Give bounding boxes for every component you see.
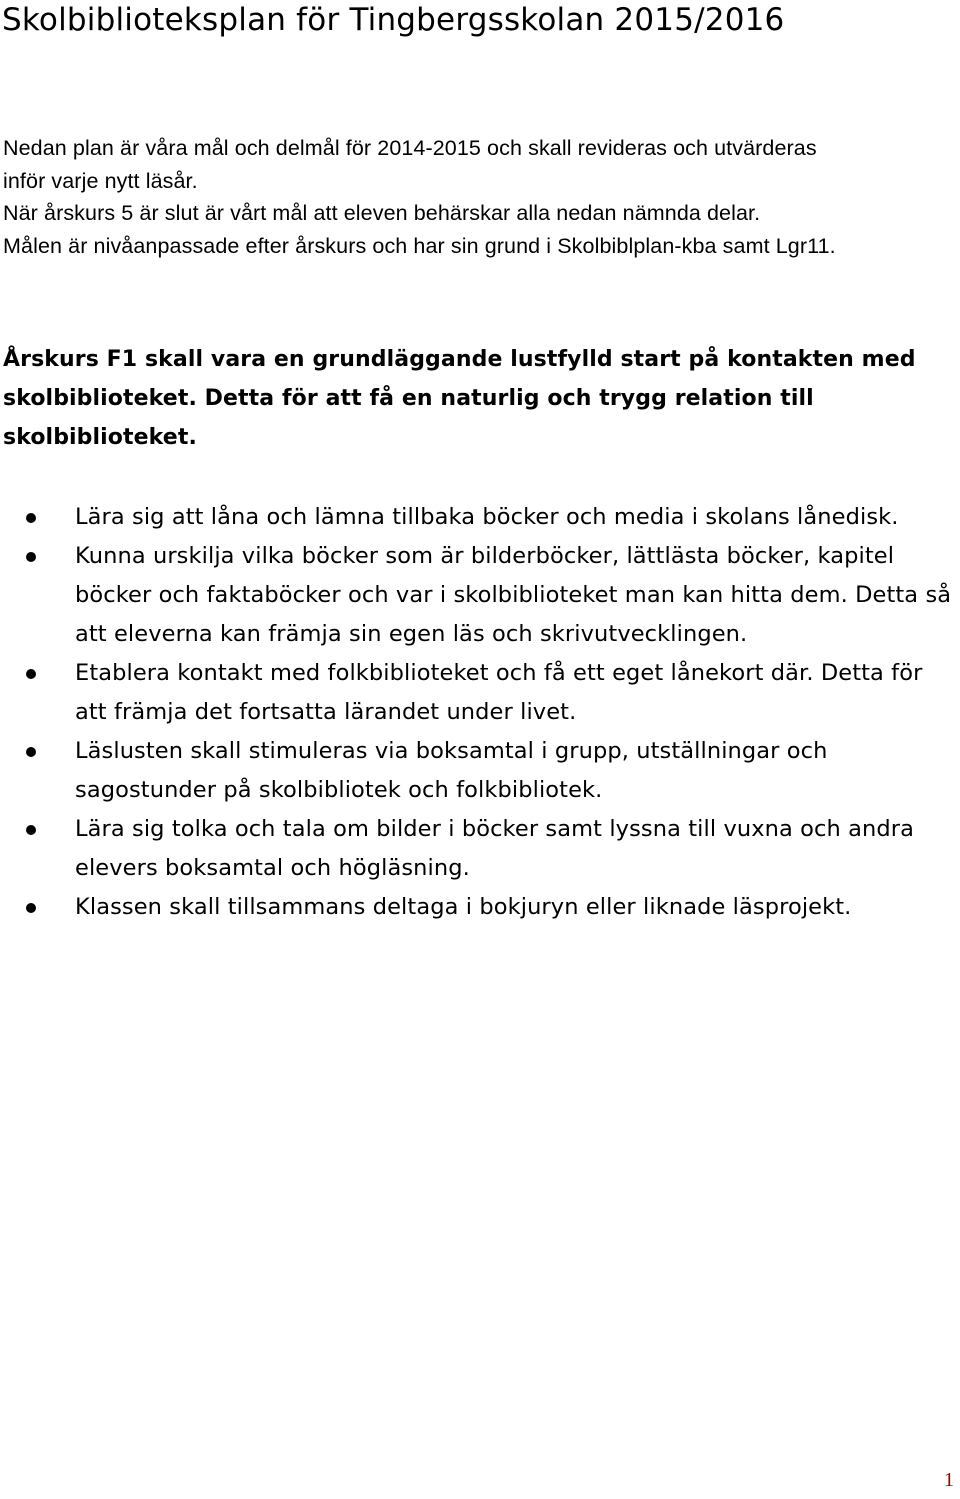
list-item-text: Lära sig att låna och lämna tillbaka böcker och media i skolans lånedisk. (75, 504, 899, 530)
section-heading: Årskurs F1 skall vara en grundläggande lustfylld start på kontakten med skolbiblioteket. Detta för att få en naturlig och trygg relation till skolbiblioteket. (3, 347, 916, 450)
bullet-icon (26, 513, 36, 523)
bullet-icon (26, 825, 36, 835)
list-item (0, 810, 955, 888)
goal-list (0, 498, 955, 927)
bullet-icon (26, 669, 36, 679)
list-item (0, 537, 955, 654)
bullet-icon (26, 747, 36, 757)
list-item-text: Läslusten skall stimuleras via boksamtal i grupp, utställningar och sagostunder på skolbibliotek och folkbibliotek. (75, 738, 828, 803)
list-item (0, 732, 955, 810)
intro-line: Målen är nivåanpassade efter årskurs och har sin grund i Skolbiblplan-kba samt Lgr11. (3, 233, 836, 258)
list-item-text: Klassen skall tillsammans deltaga i bokjuryn eller liknade läsprojekt. (75, 894, 852, 920)
intro-line: Nedan plan är våra mål och delmål för 2014-2015 och skall revideras och utvärderas (3, 136, 817, 160)
list-item-text: Lära sig tolka och tala om bilder i böcker samt lyssna till vuxna och andra elevers boksamtal och högläsning. (75, 816, 914, 881)
intro-line: När årskurs 5 är slut är vårt mål att eleven behärskar alla nedan nämnda delar. (3, 201, 761, 225)
page-title: Skolbiblioteksplan för Tingbergsskolan 2015/2016 (2, 2, 785, 38)
intro-paragraph (3, 132, 953, 262)
list-item (0, 654, 955, 732)
bullet-icon (26, 552, 36, 562)
list-item (0, 498, 955, 537)
list-item-text: Kunna urskilja vilka böcker som är bilderböcker, lättlästa böcker, kapitel böcker och faktaböcker och var i skolbiblioteket man kan hitta dem. Detta så att eleverna kan främja sin egen läs och skrivutvecklingen. (75, 543, 952, 647)
intro-line: inför varje nytt läsår. (3, 168, 198, 193)
list-item (0, 888, 955, 927)
bullet-icon (26, 903, 36, 913)
list-item-text: Etablera kontakt med folkbiblioteket och få ett eget lånekort där. Detta för att främja det fortsatta lärandet under livet. (75, 660, 923, 725)
page-number: 1 (944, 1469, 954, 1491)
